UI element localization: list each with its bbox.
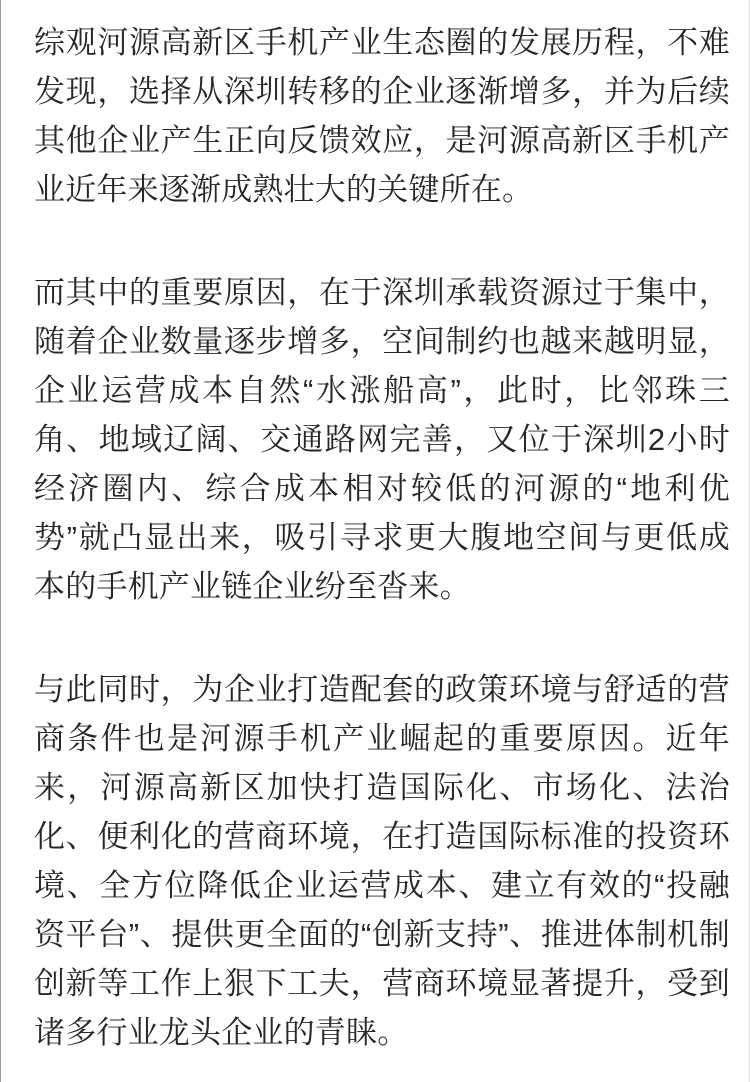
paragraph-1: 综观河源高新区手机产业生态圈的发展历程，不难发现，选择从深圳转移的企业逐渐增多，并为后续其他企业产生正向反馈效应，是河源高新区手机产业近年来逐渐成熟壮大的关键所在。 [34,25,730,207]
paragraph-2: 而其中的重要原因，在于深圳承载资源过于集中，随着企业数量逐步增多，空间制约也越来越明显，企业运营成本自然“水涨船高”，此时，比邻珠三角、地域辽阔、交通路网完善，又位于深圳2小时经济圈内、综合成本相对较低的河源的“地利优势”就凸显出来，吸引寻求更大腹地空间与更低成本的手机产业链企业纷至沓来。 [34,275,730,604]
paragraph-3: 与此同时，为企业打造配套的政策环境与舒适的营商条件也是河源手机产业崛起的重要原因。近年来，河源高新区加快打造国际化、市场化、法治化、便利化的营商环境，在打造国际标准的投资环境、全方位降低企业运营成本、建立有效的“投融资平台”、提供更全面的“创新支持”、推进体制机制创新等工作上狠下工夫，营商环境显著提升，受到诸多行业龙头企业的青睐。 [34,672,730,1050]
